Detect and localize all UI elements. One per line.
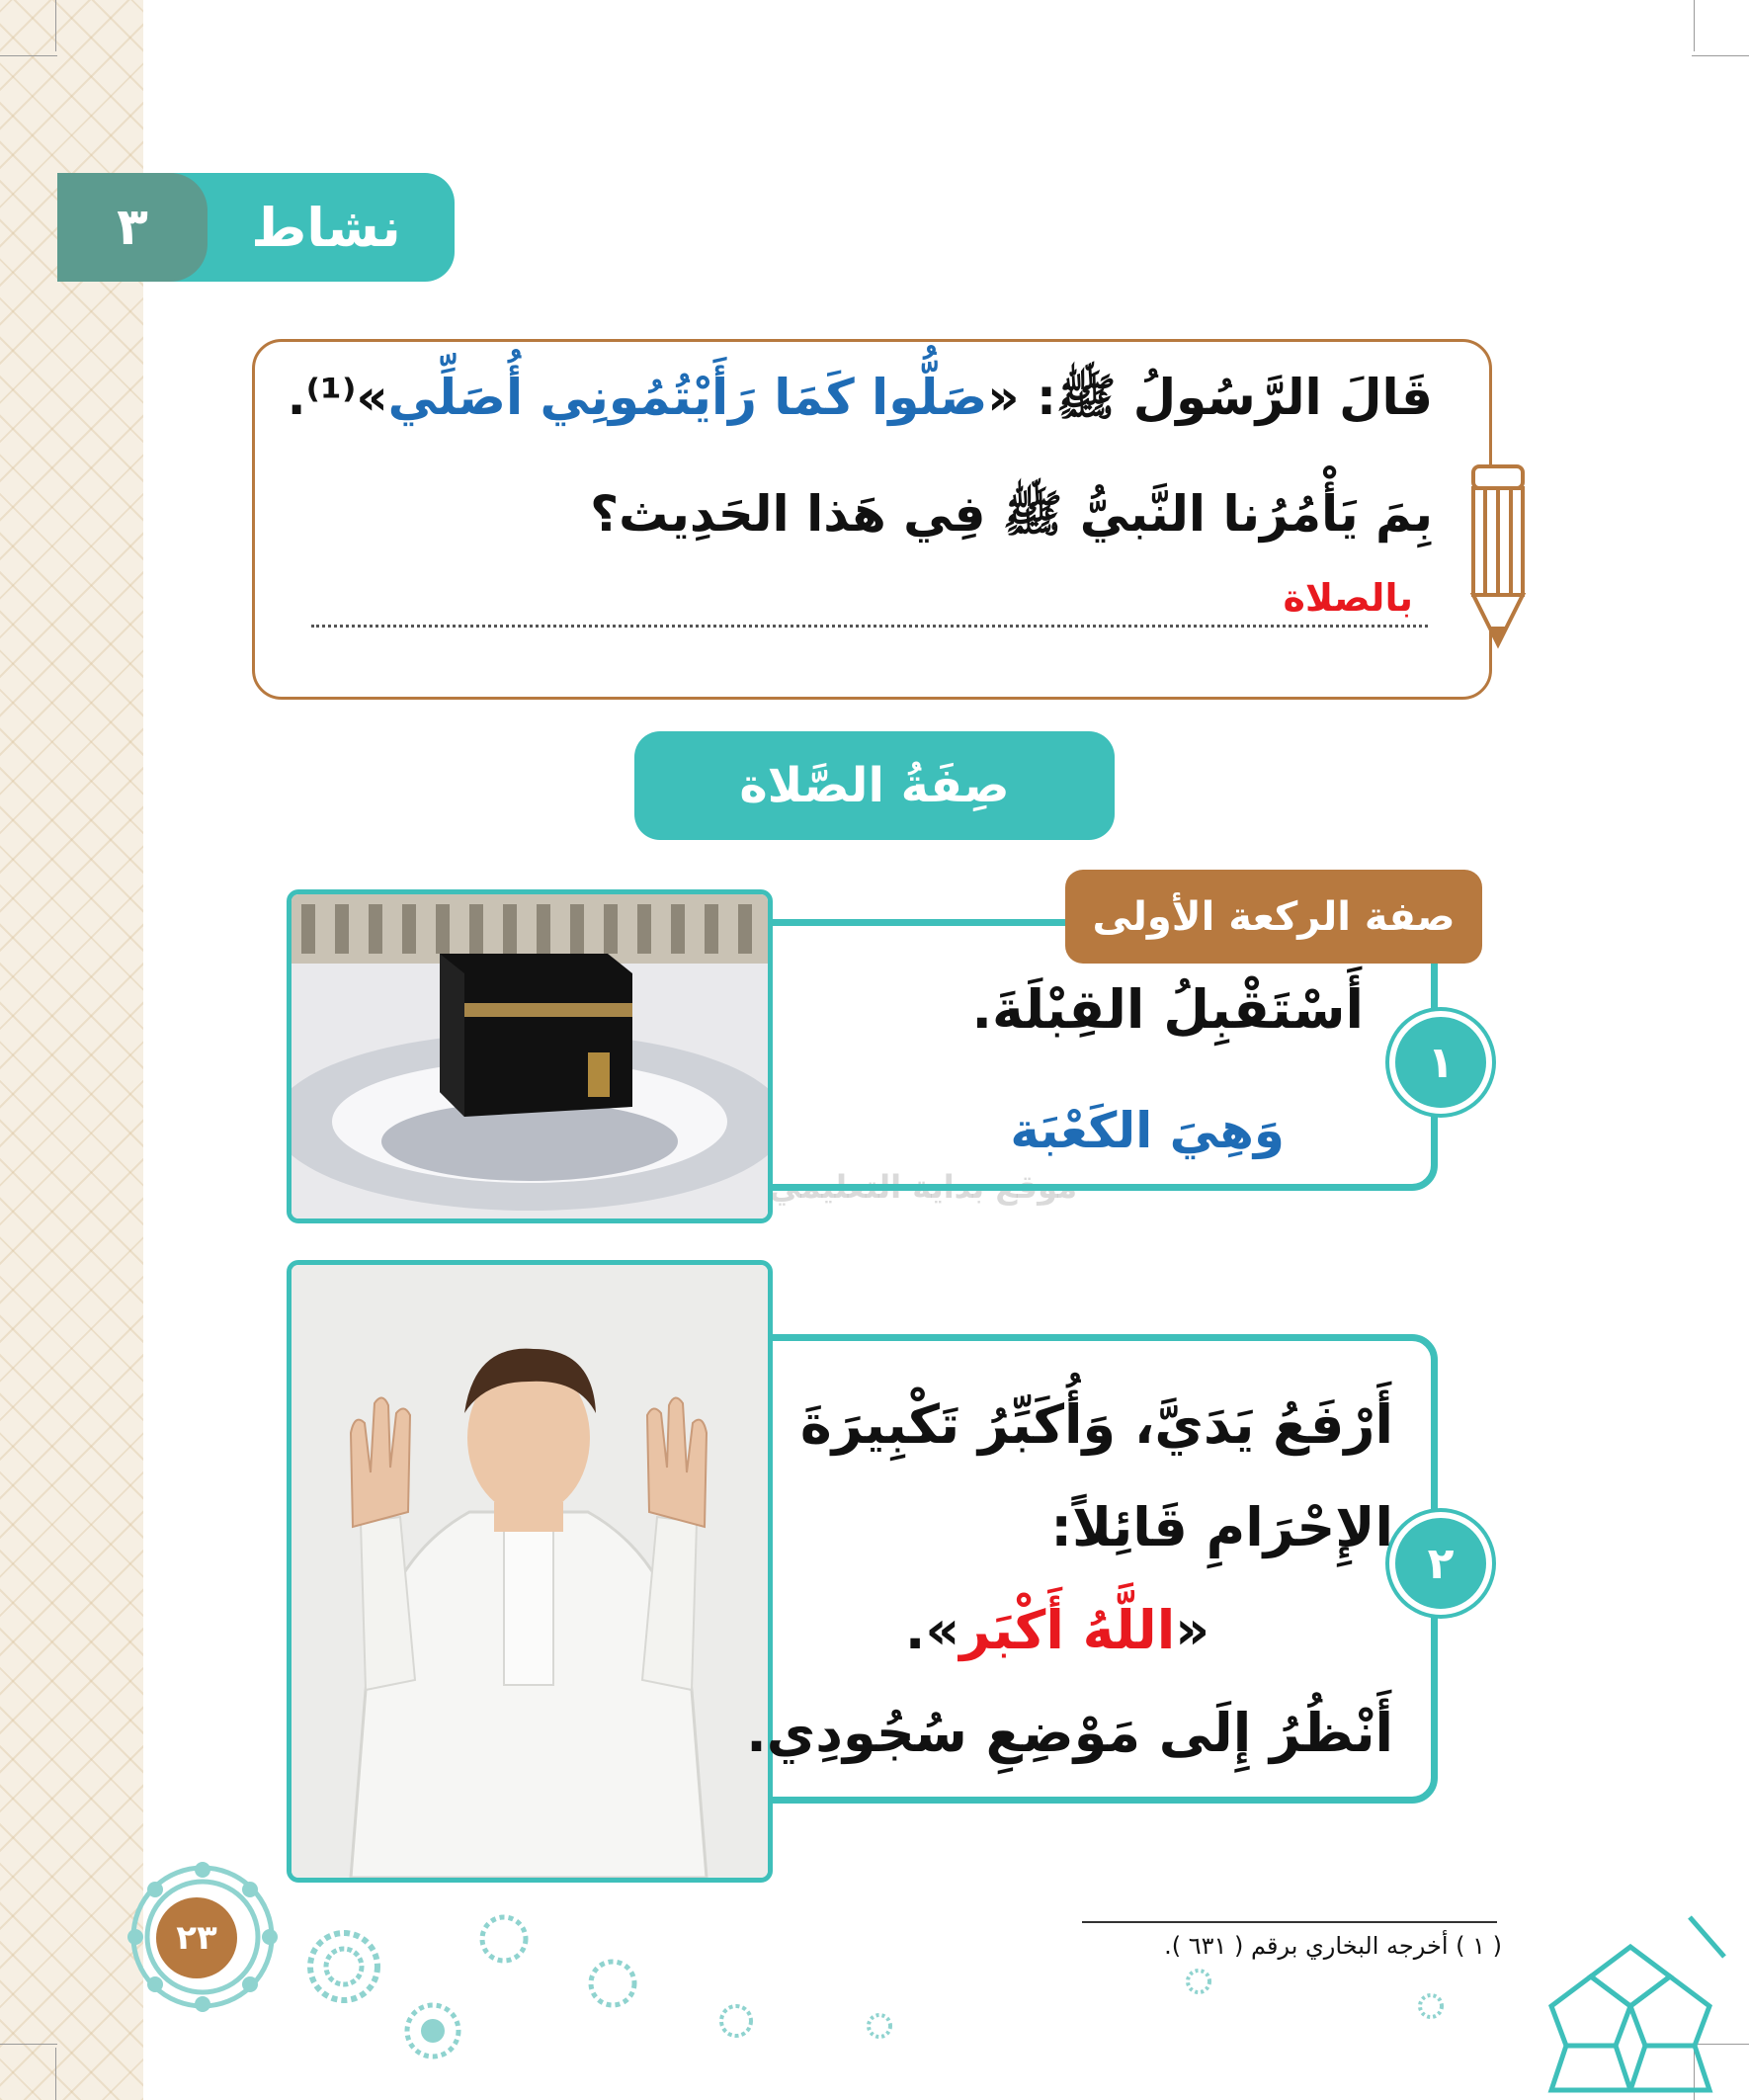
footnote: ( ١ ) أخرجه البخاري برقم ( ٦٣١ ). bbox=[1164, 1932, 1502, 1960]
hadith-quote: صَلُّوا كَمَا رَأَيْتُمُونِي أُصَلِّي bbox=[387, 369, 988, 426]
crop-mark bbox=[1694, 0, 1695, 51]
step-2-line-2: الإِحْرَامِ قَائِلاً: bbox=[1050, 1496, 1393, 1558]
takbir-text: اللَّهُ أَكْبَر bbox=[959, 1599, 1176, 1661]
geometric-pattern-icon bbox=[1532, 1897, 1729, 2095]
rosette-icon bbox=[716, 2001, 756, 2041]
page-number: ٢٣ bbox=[156, 1897, 237, 1978]
step-2-line-4: أَنْظُرُ إِلَى مَوْضِعِ سُجُودِي. bbox=[746, 1702, 1393, 1764]
question-text: بِمَ يَأْمُرُنا النَّبيُّ ﷺ فِي هَذا الحَدِيث؟ bbox=[590, 485, 1433, 543]
boy-praying-photo bbox=[287, 1260, 773, 1883]
answer-line bbox=[311, 625, 1428, 628]
hadith-prefix: قَالَ الرَّسُولُ ﷺ: « bbox=[987, 369, 1433, 426]
pencil-icon bbox=[1467, 464, 1529, 652]
takbir-line: «اللَّهُ أَكْبَر». bbox=[904, 1599, 1210, 1661]
watermark: موقع بداية التعليمي bbox=[769, 1168, 1077, 1206]
crop-mark bbox=[55, 2048, 56, 2100]
rosette-icon bbox=[1416, 1991, 1446, 2021]
crop-mark bbox=[0, 55, 57, 56]
crop-mark bbox=[1692, 55, 1749, 56]
rosette-icon bbox=[1184, 1967, 1213, 1996]
crop-mark bbox=[0, 2044, 57, 2045]
activity-label: نشاط bbox=[251, 196, 401, 259]
step-2-text bbox=[721, 1374, 1393, 1785]
footnote-separator bbox=[1082, 1921, 1497, 1923]
activity-number: ٣ bbox=[57, 173, 208, 282]
step-1-note: وَهِيَ الكَعْبَة bbox=[1010, 1102, 1285, 1159]
rosette-icon bbox=[403, 2001, 462, 2060]
kaaba-photo bbox=[287, 889, 773, 1223]
section-title: صِفَةُ الصَّلاة bbox=[634, 731, 1115, 840]
step-2-line-1: أَرْفَعُ يَدَيَّ، وَأُكَبِّرُ تَكْبِيرَةَ bbox=[799, 1393, 1393, 1456]
decorative-border bbox=[0, 0, 143, 2100]
crop-mark bbox=[55, 0, 56, 51]
rosette-icon bbox=[865, 2011, 894, 2041]
hadith-text bbox=[247, 368, 1433, 439]
first-rakah-heading: صفة الركعة الأولى bbox=[1065, 870, 1482, 964]
hadith-suffix: »⁽¹⁾. bbox=[287, 369, 388, 426]
step-number-1: ١ bbox=[1389, 1011, 1492, 1114]
step-1-text: أَسْتَقْبِلُ القِبْلَةَ. bbox=[971, 978, 1364, 1041]
rosette-icon bbox=[586, 1957, 639, 2010]
rosette-icon bbox=[477, 1912, 531, 1966]
rosette-icon bbox=[304, 1927, 383, 2006]
step-number-2: ٢ bbox=[1389, 1512, 1492, 1615]
answer-text: بالصلاة bbox=[1283, 576, 1413, 620]
